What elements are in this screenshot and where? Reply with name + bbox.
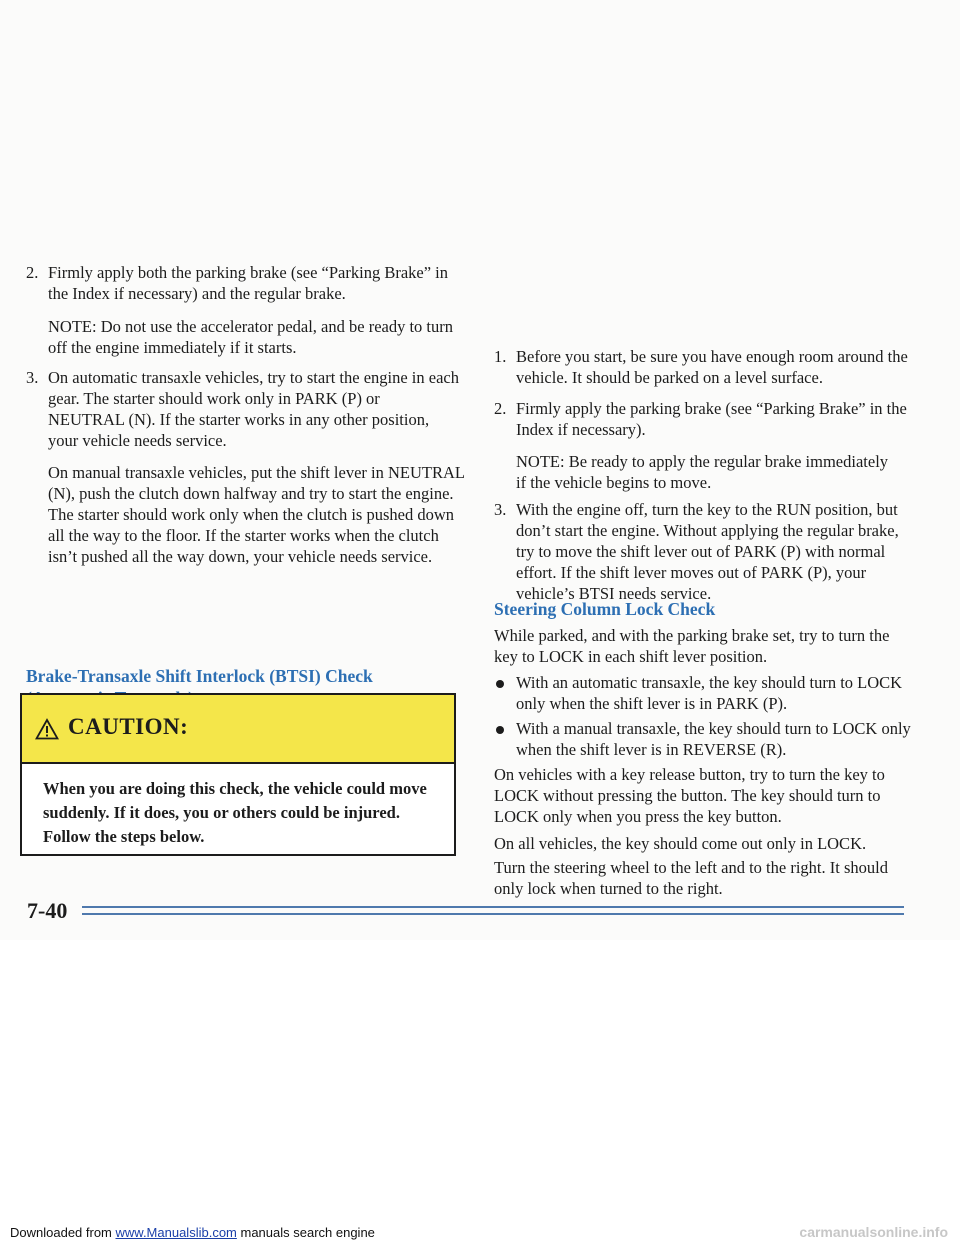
step-item	[26, 367, 466, 457]
footer-rule	[82, 906, 904, 908]
bullet-text: With a manual transaxle, the key should turn to LOCK only when the shift lever is in REVERSE (R).	[516, 719, 911, 759]
step-text: Before you start, be sure you have enough room around the vehicle. It should be parked on a level surface.	[516, 347, 908, 387]
note-paragraph: NOTE: Be ready to apply the regular brake immediately if the vehicle begins to move.	[516, 452, 889, 492]
step-number: 3.	[26, 368, 39, 387]
step-text: On automatic transaxle vehicles, try to start the engine in each gear. The starter should work only in PARK (P) or NEUTRAL (N). If the starter works in any other position, your vehicle needs service.	[48, 368, 459, 450]
all-vehicles-paragraph: On all vehicles, the key should come out only in LOCK.	[494, 834, 867, 853]
note-paragraph: NOTE: Do not use the accelerator pedal, and be ready to turn off the engine immediately if it starts.	[48, 317, 454, 357]
step-text: Firmly apply both the parking brake (see “Parking Brake” in the Index if necessary) and the regular brake.	[48, 263, 449, 303]
bullet-icon	[496, 726, 504, 734]
footer-rule	[82, 913, 904, 915]
step-text: With the engine off, turn the key to the RUN position, but don’t start the engine. Without applying the regular brake, try to move the shift lever out of PARK (P) with normal effort. If the shift lever moves out of PARK (P), your vehicle’s BTSI needs service.	[516, 500, 899, 603]
step-number: 2.	[26, 263, 39, 282]
step-text: Firmly apply the parking brake (see “Parking Brake” in the Index if necessary).	[516, 399, 907, 439]
key-release-paragraph: On vehicles with a key release button, try to turn the key to LOCK without pressing the button. The key should turn to LOCK only when you press the key button.	[494, 765, 885, 826]
step-item	[494, 346, 914, 391]
manualslib-link[interactable]: www.Manualslib.com	[115, 1225, 237, 1240]
watermark: carmanualsonline.info	[799, 1224, 948, 1240]
warning-triangle-icon	[35, 718, 59, 740]
step-number: 1.	[494, 347, 507, 366]
footer-suffix: manuals search engine	[236, 1225, 375, 1240]
caution-text: When you are doing this check, the vehicle could move suddenly. If it does, you or others could be injured. Follow the steps below.	[43, 779, 427, 846]
section-heading-btsi: Brake-Transaxle Shift Interlock (BTSI) Check	[26, 666, 373, 686]
step-number: 2.	[494, 399, 507, 418]
step-item	[494, 499, 914, 603]
bullet-icon	[496, 680, 504, 688]
section-heading-steering-lock: Steering Column Lock Check	[494, 599, 716, 619]
caution-box	[20, 693, 456, 856]
step-item	[26, 262, 466, 307]
caution-title: CAUTION:	[68, 714, 189, 739]
steering-wheel-paragraph: Turn the steering wheel to the left and to the right. It should only lock when turned to the right.	[494, 858, 888, 898]
intro-paragraph: While parked, and with the parking brake set, try to turn the key to LOCK in each shift lever position.	[494, 626, 890, 666]
bullet-text: With an automatic transaxle, the key should turn to LOCK only when the shift lever is in PARK (P).	[516, 673, 903, 713]
manual-transaxle-paragraph: On manual transaxle vehicles, put the shift lever in NEUTRAL (N), push the clutch down halfway and try to start the engine. The starter should work only when the clutch is pushed down all the way to the floor. If the starter works when the clutch isn’t pushed all the way down, your vehicle needs service.	[48, 463, 465, 566]
footer-prefix: Downloaded from	[10, 1225, 116, 1240]
download-footer	[10, 1225, 375, 1240]
caution-header	[22, 695, 454, 764]
page-number: 7-40	[27, 898, 68, 923]
step-item	[494, 398, 914, 443]
step-number: 3.	[494, 500, 507, 519]
